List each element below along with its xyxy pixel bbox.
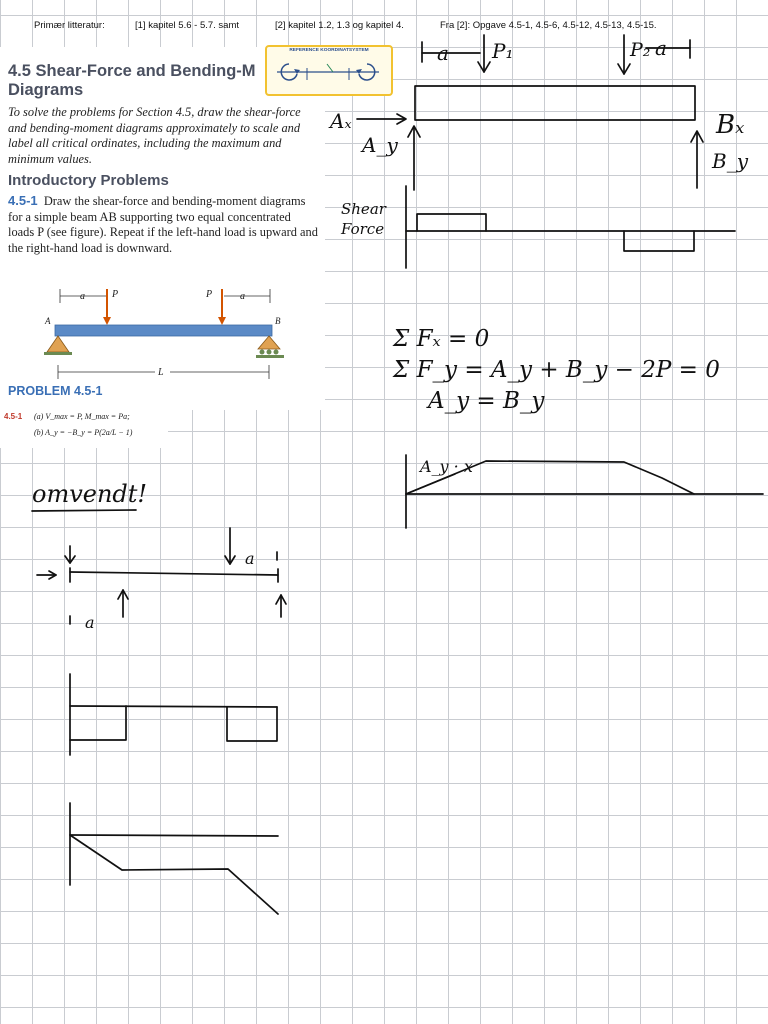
equation-sum-fx: Σ Fₓ = 0: [393, 326, 490, 352]
header-exercises: Fra [2]: Opgave 4.5-1, 4.5-6, 4.5-12, 4.5-13, 4.5-15.: [440, 20, 657, 31]
shear-diagram: [406, 186, 735, 268]
P2-label: P₂: [630, 39, 651, 61]
subsection-title: Introductory Problems: [8, 172, 169, 189]
equation-ay-by: A_y = B_y: [428, 388, 545, 414]
omvendt-underline: [32, 510, 136, 511]
section-intro: To solve the problems for Section 4.5, draw the shear-force and bending-moment diagrams approximately to scale and label all critical ordinates, including the maximum and minimum values.: [8, 105, 301, 166]
top-dimension-a-left: [422, 42, 480, 62]
shear-label-2: Force: [341, 220, 385, 238]
answer-a: (a) V_max = P, M_max = Pa;: [34, 412, 130, 421]
answer-b: (b) A_y = −B_y = P(2a/L − 1): [34, 428, 133, 437]
lower-a-left: a: [85, 613, 95, 632]
P1-label: P₁: [492, 39, 514, 63]
fig-P-left: P: [112, 289, 119, 300]
fig-L: L: [158, 367, 164, 378]
omvendt-label: omvendt!: [32, 480, 148, 508]
top-dimension-a-right: [646, 40, 690, 58]
header-primary-label: Primær litteratur:: [34, 20, 105, 31]
problem-label: PROBLEM 4.5-1: [8, 384, 103, 398]
fig-a-left: a: [80, 291, 85, 302]
lower-beam-sketch: [37, 528, 286, 624]
section-title-line-2: Diagrams: [8, 81, 84, 99]
lower-moment-diagram: [70, 803, 278, 914]
By-arrow: [691, 131, 703, 188]
fig-B: B: [275, 316, 281, 326]
header-ref-2: [2] kapitel 1.2, 1.3 og kapitel 4.: [275, 20, 404, 31]
reference-box-title: REFERENCE KOORDINATSYSTEM: [289, 48, 369, 53]
dim-a-left: a: [437, 41, 449, 65]
dim-a-right: a: [655, 36, 667, 60]
Ax-label: Aₓ: [330, 109, 352, 133]
By-label: B_y: [712, 149, 748, 173]
beam-rectangle: [415, 86, 695, 120]
problem-body: Draw the shear-force and bending-moment diagrams for a simple beam AB supporting two equal concentrated loads P (see figure). Repeat if the left-hand load is upward and the right-hand load is downward.: [8, 194, 318, 255]
Ay-label: A_y: [362, 133, 398, 157]
answer-tag: 4.5-1: [4, 412, 23, 421]
section-title-line-1: 4.5 Shear-Force and Bending-M: [8, 62, 256, 80]
lower-shear-diagram: [70, 674, 277, 755]
fig-A: A: [45, 316, 51, 326]
P2-arrow: [618, 35, 630, 74]
Ay-arrow: [408, 126, 420, 190]
moment-label: A_y · x: [420, 457, 473, 476]
Bx-label: Bₓ: [716, 110, 745, 140]
lower-a-right: a: [245, 549, 255, 568]
fig-P-right: P: [206, 289, 213, 300]
Ax-arrow: [357, 114, 406, 124]
header-ref-1: [1] kapitel 5.6 - 5.7. samt: [135, 20, 240, 31]
shear-label-1: Shear: [341, 200, 386, 218]
fig-a-right: a: [240, 291, 245, 302]
equation-sum-fy: Σ F_y = A_y + B_y − 2P = 0: [393, 357, 720, 383]
problem-number: 4.5-1: [8, 193, 38, 208]
